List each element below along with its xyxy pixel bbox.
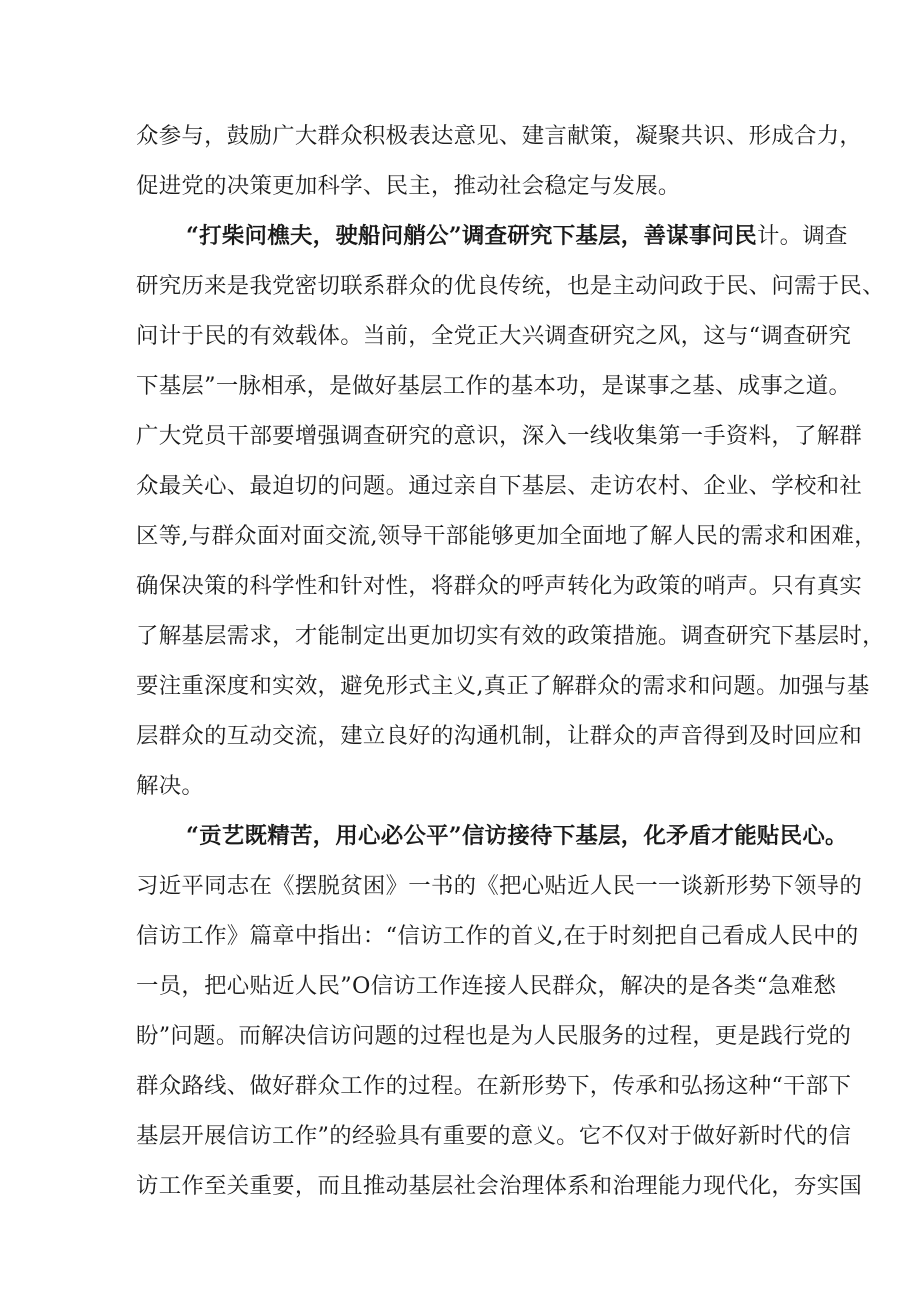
text-line: 研究历来是我党密切联系群众的优良传统，也是主动问政于民、问需于民、 [136,273,885,299]
text-line: 广大党员干部要增强调查研究的意识，深入一线收集第一手资料，了解群 [136,423,863,449]
text-line: 了解基层需求，才能制定出更加切实有效的政策措施。调查研究下基层时， [136,623,885,649]
text-line: 解决。 [136,773,205,799]
text-line: 群众路线、做好群众工作的过程。在新形势下，传承和弘扬这种“干部下 [136,1073,852,1099]
text-line: 基层开展信访工作”的经验具有重要的意义。它不仅对于做好新时代的信 [136,1123,852,1149]
text-line: 一员，把心贴近人民”O信访工作连接人民群众，解决的是各类“急难愁 [136,973,837,999]
text-line: 众参与，鼓励广大群众积极表达意见、建言献策，凝聚共识、形成合力， [136,123,863,149]
text-line: 盼”问题。而解决信访问题的过程也是为人民服务的过程，更是践行党的 [136,1023,852,1049]
text-fragment: 计。调查 [756,223,848,249]
text-line: 层群众的互动交流，建立良好的沟通机制，让群众的声音得到及时回应和 [136,723,863,749]
text-line: 习近平同志在《摆脱贫困》一书的《把心贴近人民一一谈新形势下领导的 [136,873,863,899]
text-line: 信访工作》篇章中指出：“信访工作的首义,在于时刻把自己看成人民中的 [136,923,859,949]
text-line: 访工作至关重要，而且推动基层社会治理体系和治理能力现代化，夯实国 [136,1173,863,1199]
paragraph-heading: “打柴问樵夫，驶船问艄公”调查研究下基层，善谋事问民 [186,223,757,249]
paragraph-heading: “贡艺既精苦，用心必公平”信访接待下基层，化矛盾才能贴民心。 [186,823,848,849]
text-line: 众最关心、最迫切的问题。通过亲自下基层、走访农村、企业、学校和社 [136,473,863,499]
text-line: 促进党的决策更加科学、民主，推动社会稳定与发展。 [136,173,681,199]
text-line: 要注重深度和实效，避免形式主义,真正了解群众的需求和问题。加强与基 [136,673,870,699]
text-line: 区等,与群众面对面交流,领导干部能够更加全面地了解人民的需求和困难， [136,523,877,549]
text-line: 下基层”一脉相承，是做好基层工作的基本功，是谋事之基、成事之道。 [136,373,852,399]
text-line-heading [186,221,848,251]
text-line: 问计于民的有效载体。当前，全党正大兴调查研究之风，这与“调查研究 [136,323,852,349]
text-line: 确保决策的科学性和针对性，将群众的呼声转化为政策的哨声。只有真实 [136,573,863,599]
